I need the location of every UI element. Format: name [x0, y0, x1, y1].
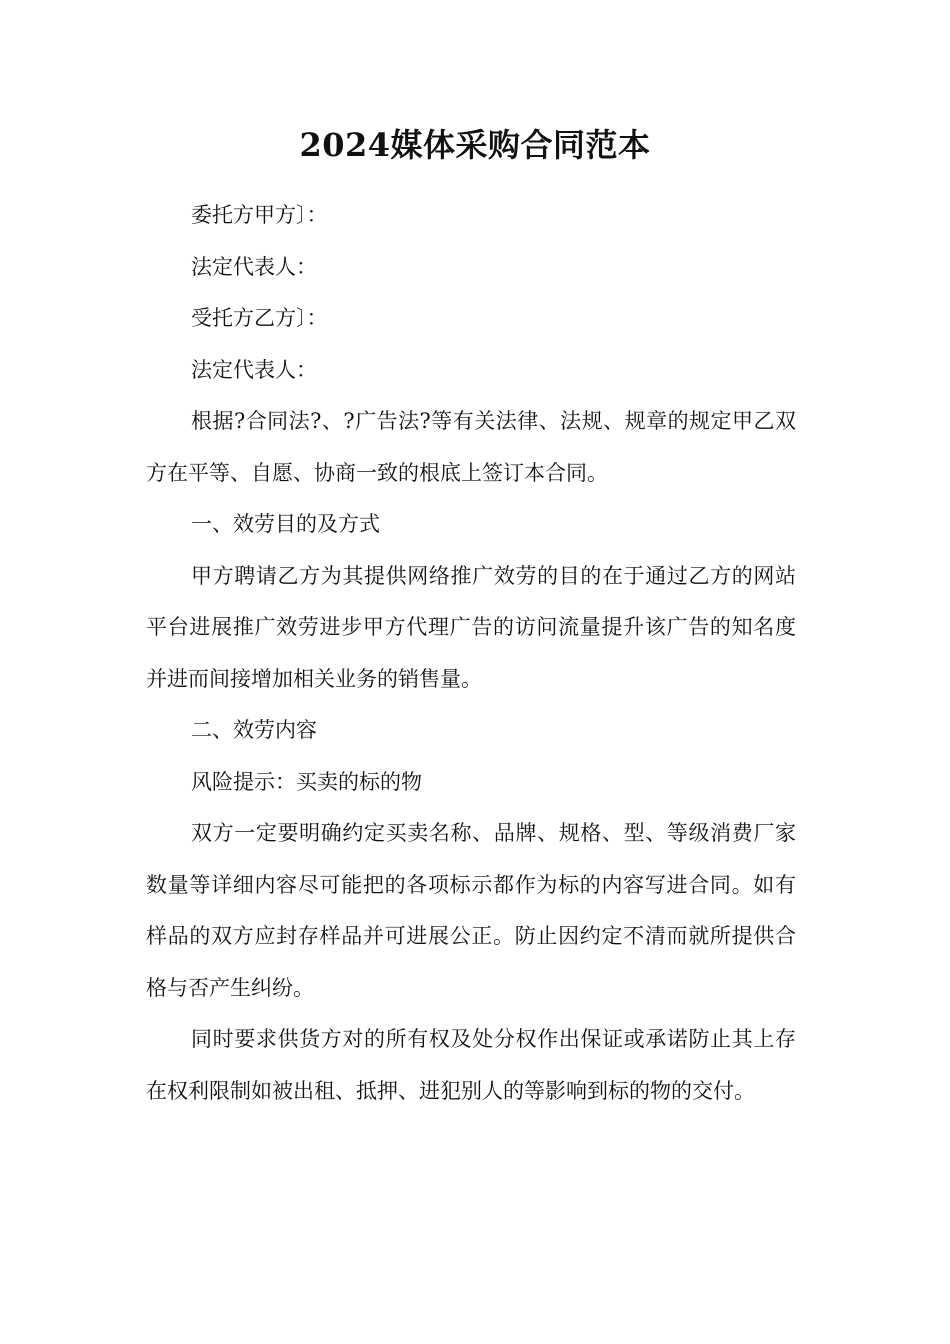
paragraph-ownership-guarantee: 同时要求供货方对的所有权及处分权作出保证或承诺防止其上存在权利限制如被出租、抵押、进犯别人的等影响到标的物的交付。	[146, 1027, 796, 1103]
section-heading-content: 二、效劳内容	[191, 718, 317, 742]
document-title: 2024媒体采购合同范本	[299, 126, 651, 164]
document-body	[146, 190, 796, 1117]
paragraph-agent-party: 受托方乙方〕：	[191, 306, 328, 330]
paragraph-purpose: 甲方聘请乙方为其提供网络推广效劳的目的在于通过乙方的网站平台进展推广效劳进步甲方代理广告的访问流量提升该广告的知名度并进而间接增加相关业务的销售量。	[146, 563, 796, 691]
paragraph-subject-details: 双方一定要明确约定买卖名称、品牌、规格、型、等级消费厂家数量等详细内容尽可能把的各项标示都作为标的内容写进合同。如有样品的双方应封存样品并可进展公正。防止因约定不清而就所提供合格与否产生纠纷。	[146, 821, 796, 1000]
paragraph-legal-basis: 根据?合同法?、?广告法?等有关法律、法规、规章的规定甲乙双方在平等、自愿、协商一致的根底上签订本合同。	[146, 409, 796, 485]
paragraph-client-representative: 法定代表人：	[191, 254, 317, 279]
paragraph-agent-representative: 法定代表人：	[191, 357, 317, 382]
paragraph-client-party: 委托方甲方〕：	[191, 203, 328, 227]
section-heading-purpose: 一、效劳目的及方式	[191, 512, 380, 536]
paragraph-risk-note: 风险提示：买卖的标的物	[191, 769, 422, 794]
